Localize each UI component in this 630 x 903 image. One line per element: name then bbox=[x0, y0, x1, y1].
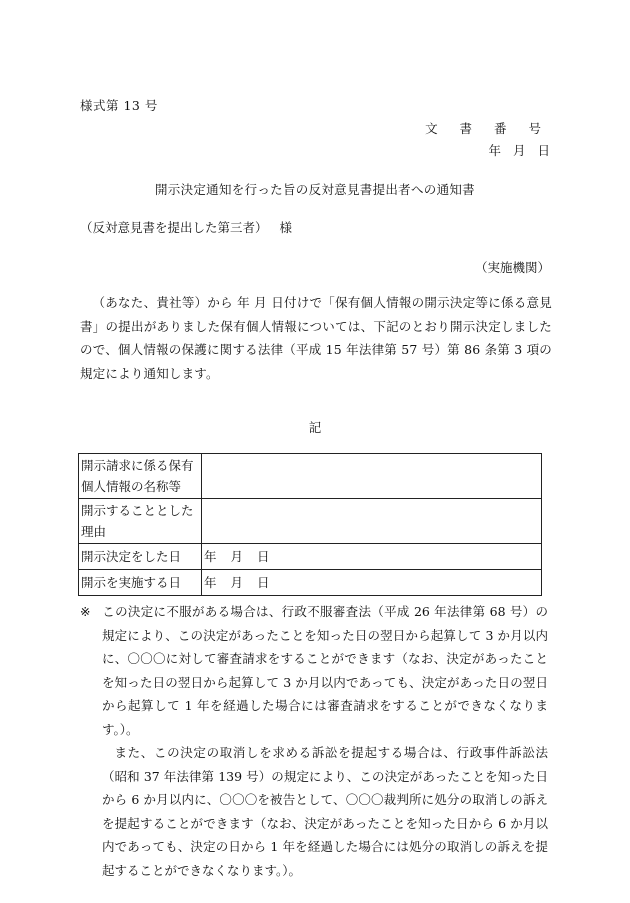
table-cell-value bbox=[202, 454, 542, 499]
document-number-label: 文 書 番 号 bbox=[425, 121, 550, 136]
note-mark: ※ bbox=[80, 604, 91, 619]
body-paragraph: （あなた、貴社等）から 年 月 日付けで「保有個人情報の開示決定等に係る意見書」の提出がありました保有個人情報については、下記のとおり開示決定しましたので、個人情報の保護に関する法律（平成 15 年法律第 57 号）第 86 条第 3 項の規定により通知します。 bbox=[80, 295, 552, 381]
note-paragraph-2: また、この決定の取消しを求める訴訟を提起する場合は、行政事件訴訟法（昭和 37 年法律第 139 号）の規定により、この決定があったことを知った日から 6 か月以内に、〇〇〇を被告として、〇〇〇裁判所に処分の取消しの訴えを提起することができます（なお、決定があったことを知った日から 6 か月以内であっても、決定の日から 1 年を経過した場合には処分の取消しの訴えを提起することができなくなります。）。 bbox=[102, 745, 548, 878]
table-cell-value: 年 月 日 bbox=[202, 570, 542, 596]
table-cell-label: 開示請求に係る保有個人情報の名称等 bbox=[79, 454, 202, 499]
note-section bbox=[80, 600, 548, 882]
table-cell-label: 開示することとした理由 bbox=[79, 499, 202, 544]
table-row bbox=[79, 570, 542, 596]
table-row bbox=[79, 454, 542, 499]
table-cell-value bbox=[202, 499, 542, 544]
note-text-1: この決定に不服がある場合は、行政不服審査法（平成 26 年法律第 68 号）の規定により、この決定があったことを知った日の翌日から起算して 3 か月以内に、〇〇〇に対して審査請求をすることができます（なお、決定があったことを知った日の翌日から起算して 3 か月以内であっても、決定があった日の翌日から起算して 1 年を経過した場合には審査請求をすることができなくなります。）。 bbox=[102, 604, 548, 737]
table-cell-value: 年 月 日 bbox=[202, 544, 542, 570]
recipient-line bbox=[80, 216, 292, 240]
note-paragraph-1 bbox=[80, 600, 548, 741]
table-row bbox=[79, 544, 542, 570]
decision-table bbox=[78, 453, 542, 596]
form-number: 様式第 13 号 bbox=[80, 98, 158, 113]
date-label: 年 月 日 bbox=[488, 143, 550, 158]
recipient-honorific: 様 bbox=[279, 220, 293, 235]
table-cell-label: 開示を実施する日 bbox=[79, 570, 202, 596]
table-row bbox=[79, 499, 542, 544]
issuing-agency: （実施機関） bbox=[474, 260, 550, 275]
document-title: 開示決定通知を行った旨の反対意見書提出者への通知書 bbox=[154, 182, 475, 197]
table-cell-label: 開示決定をした日 bbox=[79, 544, 202, 570]
recipient-placeholder: （反対意見書を提出した第三者） bbox=[80, 220, 268, 235]
ki-heading: 記 bbox=[308, 420, 322, 435]
